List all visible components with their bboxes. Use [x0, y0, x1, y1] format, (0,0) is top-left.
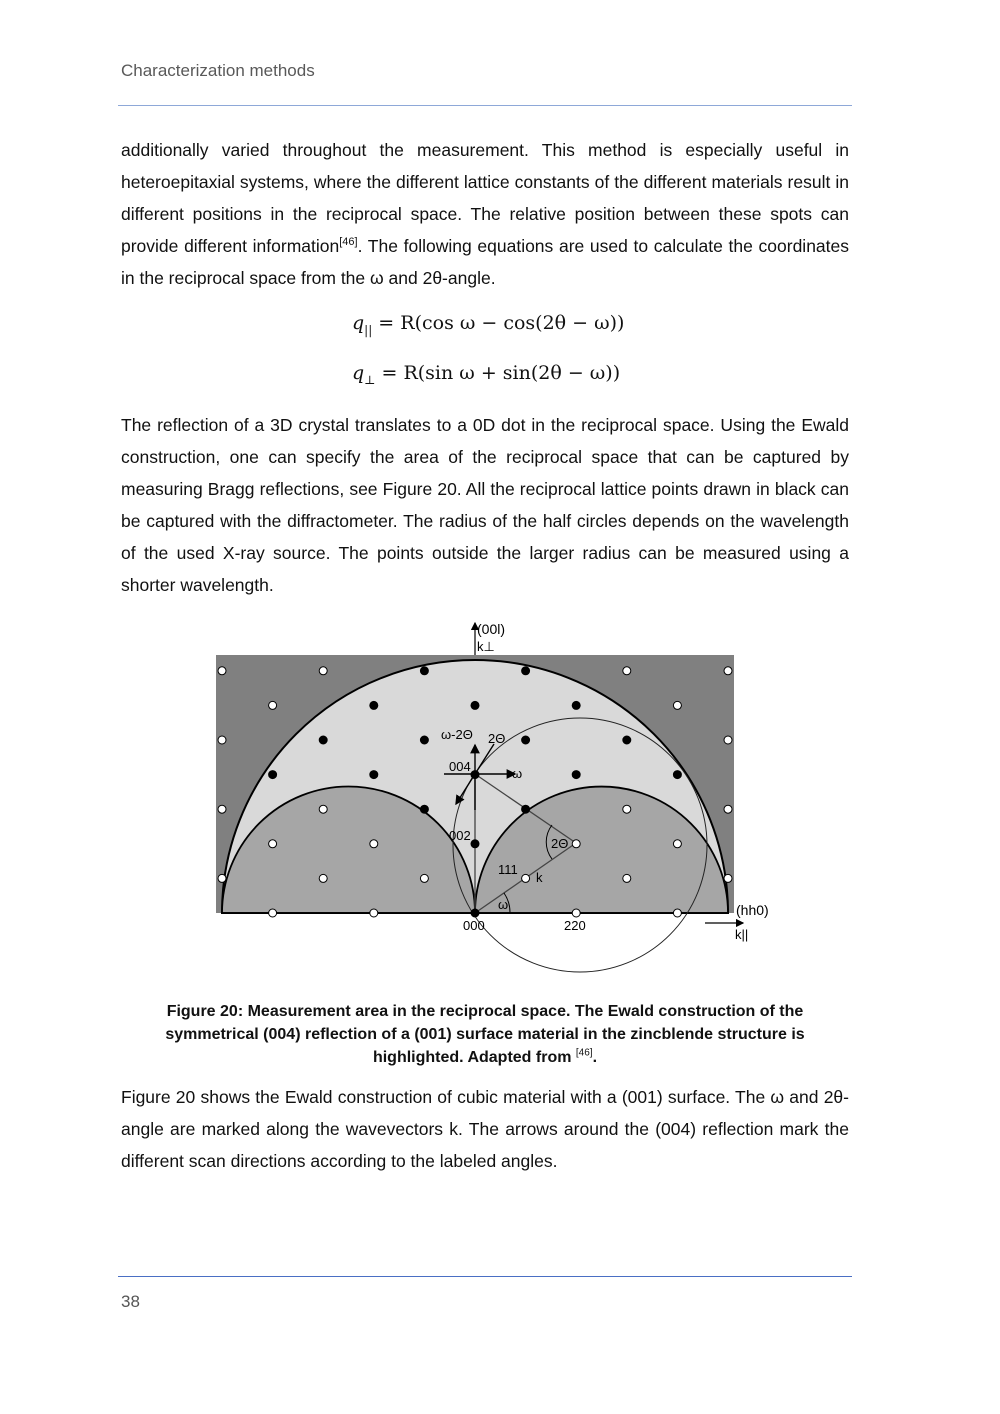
caption-ref: [46]: [575, 1047, 593, 1059]
lattice-point-accessible: [673, 771, 681, 779]
lattice-point-accessible: [420, 805, 428, 813]
lattice-point-accessible: [370, 701, 378, 709]
lattice-point-inaccessible: [218, 805, 226, 813]
lattice-point-inaccessible: [572, 840, 580, 848]
lattice-point-inaccessible: [370, 909, 378, 917]
lattice-point-inaccessible: [269, 840, 277, 848]
label-2theta-mid: 2Θ: [551, 836, 569, 851]
lattice-point-inaccessible: [673, 701, 681, 709]
eq2-sub: ⊥: [364, 372, 376, 387]
lattice-point-accessible: [572, 701, 580, 709]
lattice-point-inaccessible: [319, 805, 327, 813]
paragraph-1: [121, 134, 849, 294]
lattice-point-inaccessible: [724, 736, 732, 744]
lattice-point-inaccessible: [218, 667, 226, 675]
equation-q-perp: [352, 362, 620, 387]
label-2theta-top: 2Θ: [488, 731, 506, 746]
lattice-point-accessible: [471, 840, 479, 848]
lattice-point-inaccessible: [724, 874, 732, 882]
paragraph-1-text-end: . The following equations are used to calculate the coordinates in the reciprocal space from the ω and 2θ-angle.: [121, 236, 850, 288]
label-002: 002: [449, 828, 471, 843]
equation-q-parallel: [352, 312, 624, 337]
eq2-lhs: q: [352, 362, 365, 384]
k-par-label: k||: [735, 927, 749, 942]
lattice-point-inaccessible: [724, 667, 732, 675]
caption-text: Figure 20: Measurement area in the reciprocal space. The Ewald construction of the symmetrical (004) reflection of a (001) surface material in the zincblende structure is highlighted. Adapted from: [165, 1003, 805, 1066]
axis-label-00l: (00l): [477, 621, 506, 637]
lattice-point-inaccessible: [673, 909, 681, 917]
k-perp-label: k⊥: [477, 639, 495, 654]
lattice-point-accessible: [623, 736, 631, 744]
lattice-point-inaccessible: [572, 909, 580, 917]
header-rule: [118, 105, 852, 106]
lattice-point-inaccessible: [623, 805, 631, 813]
label-k: k: [536, 870, 543, 885]
lattice-point-inaccessible: [420, 874, 428, 882]
citation-ref: [46]: [339, 236, 358, 249]
label-220: 220: [564, 918, 586, 933]
label-omega-arrow: ω: [512, 766, 523, 781]
lattice-point-inaccessible: [269, 909, 277, 917]
lattice-point-accessible: [522, 805, 530, 813]
lattice-point-inaccessible: [319, 667, 327, 675]
lattice-point-inaccessible: [623, 874, 631, 882]
lattice-point-accessible: [420, 667, 428, 675]
lattice-point-inaccessible: [218, 736, 226, 744]
lattice-point-accessible: [420, 736, 428, 744]
caption-end: .: [592, 1049, 598, 1066]
paragraph-3: Figure 20 shows the Ewald construction of cubic material with a (001) surface. The ω and 2θ-angle are marked along the wavevectors k. The arrows around the (004) reflection mark the different scan directions according to the labeled angles.: [121, 1087, 849, 1171]
lattice-point-accessible: [471, 909, 479, 917]
label-omega-2theta: ω-2Θ: [441, 727, 473, 742]
footer-rule: [118, 1276, 852, 1277]
lattice-point-inaccessible: [370, 840, 378, 848]
figure-caption: [150, 1000, 820, 1069]
lattice-point-accessible: [319, 736, 327, 744]
label-000: 000: [463, 918, 485, 933]
running-header: Characterization methods: [121, 61, 315, 80]
eq1-lhs: q: [352, 312, 365, 334]
page-number: 38: [121, 1292, 140, 1311]
lattice-point-accessible: [370, 771, 378, 779]
eq1-sub: ||: [364, 322, 373, 337]
lattice-point-inaccessible: [218, 874, 226, 882]
lattice-point-accessible: [522, 667, 530, 675]
label-111: 111: [498, 862, 518, 877]
lattice-point-accessible: [471, 771, 479, 779]
paragraph-1-text: additionally varied throughout the measurement. This method is especially useful in heteroepitaxial systems, where the different lattice constants of the different materials result in different positions in the reciprocal space. The relative position between these spots can provide different information: [121, 140, 849, 256]
lattice-point-accessible: [269, 771, 277, 779]
eq2-rhs: = R(sin ω + sin(2θ − ω)): [375, 362, 621, 384]
eq1-rhs: = R(cos ω − cos(2θ − ω)): [372, 312, 625, 334]
lattice-point-inaccessible: [673, 840, 681, 848]
axis-label-hh0: (hh0): [736, 902, 769, 918]
label-omega-angle: ω: [498, 897, 509, 912]
lattice-point-accessible: [522, 736, 530, 744]
lattice-point-inaccessible: [319, 874, 327, 882]
label-004: 004: [449, 759, 471, 774]
ewald-construction-figure: [200, 615, 800, 980]
lattice-point-accessible: [471, 701, 479, 709]
lattice-point-inaccessible: [724, 805, 732, 813]
lattice-point-accessible: [572, 771, 580, 779]
lattice-point-inaccessible: [623, 667, 631, 675]
lattice-point-inaccessible: [269, 701, 277, 709]
paragraph-2: The reflection of a 3D crystal translates to a 0D dot in the reciprocal space. Using the Ewald construction, one can specify the area of the reciprocal space that can be captured by measuring Bragg reflections, see Figure 20. All the reciprocal lattice points drawn in black can be captured with the diffractometer. The radius of the half circles depends on the wavelength of the used X-ray source. The points outside the larger radius can be measured using a shorter wavelength.: [121, 415, 849, 595]
lattice-point-inaccessible: [522, 874, 530, 882]
